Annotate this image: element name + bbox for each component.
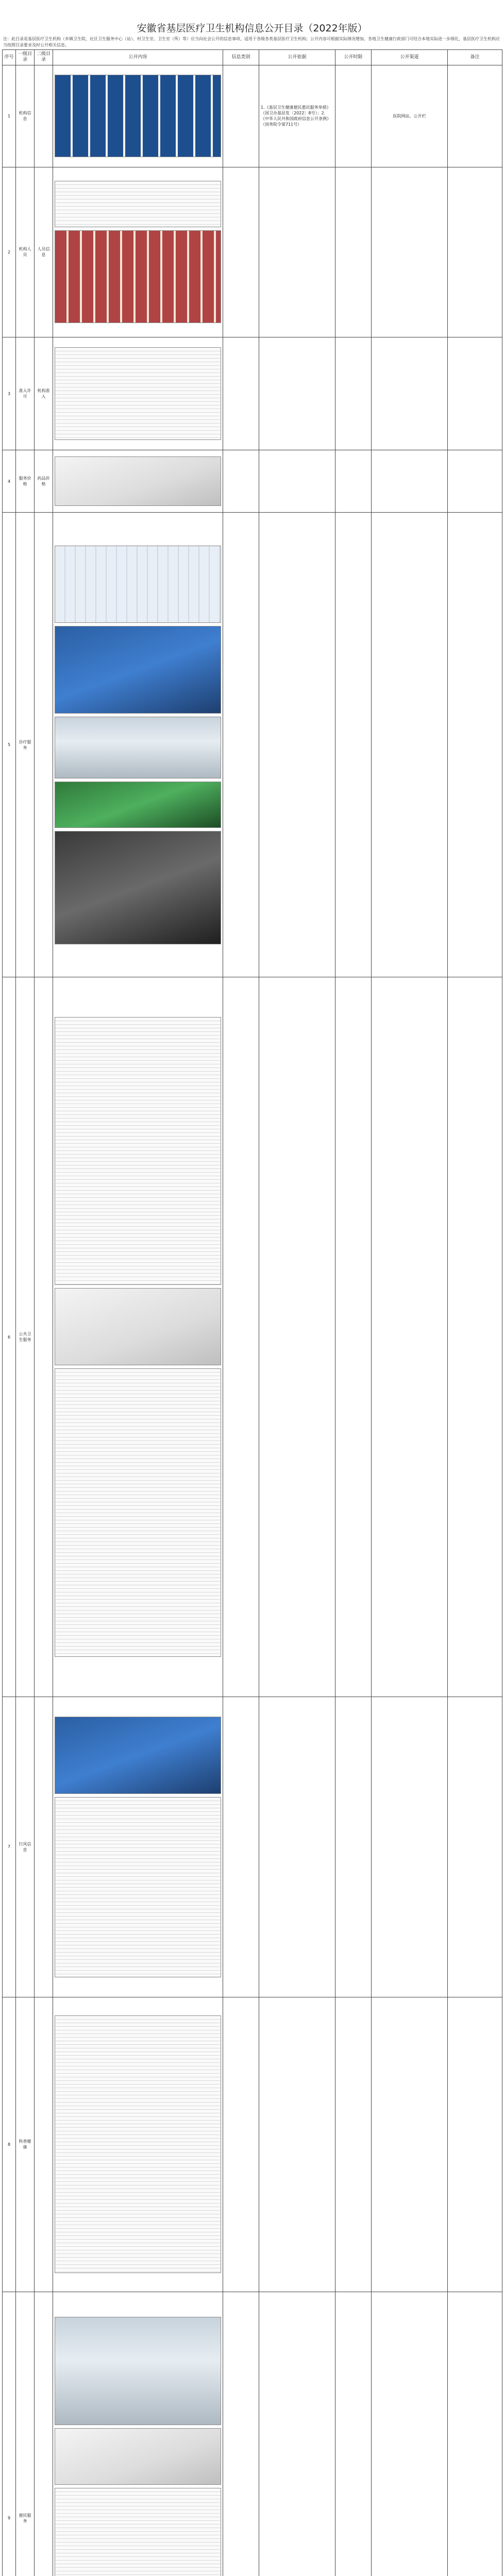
header-time: 公开时限 bbox=[335, 50, 372, 65]
header-row bbox=[3, 50, 502, 65]
row-number: 2 bbox=[3, 167, 16, 337]
level1-label: 机构人员 bbox=[16, 167, 35, 337]
content-cell bbox=[53, 1697, 223, 1997]
time-cell bbox=[335, 1697, 372, 1997]
content-photo bbox=[55, 1368, 221, 1657]
remark-cell bbox=[448, 450, 502, 513]
content-photo bbox=[55, 2317, 221, 2425]
basis-cell bbox=[259, 337, 335, 450]
level1-label: 便民服务 bbox=[16, 2292, 35, 2576]
basis-cell bbox=[259, 1997, 335, 2292]
header-l1: 一级目录 bbox=[16, 50, 35, 65]
content-cell bbox=[53, 65, 223, 167]
content-photo bbox=[55, 1717, 221, 1794]
header-channel: 公开渠道 bbox=[372, 50, 448, 65]
level2-label: 机构准入 bbox=[35, 337, 53, 450]
level1-label: 准入许可 bbox=[16, 337, 35, 450]
level1-label: 机构信息 bbox=[16, 65, 35, 167]
content-photo bbox=[55, 782, 221, 828]
channel-cell bbox=[372, 2292, 448, 2576]
level2-label bbox=[35, 513, 53, 977]
channel-cell bbox=[372, 977, 448, 1697]
content-photo bbox=[55, 2488, 221, 2576]
channel-cell: 医院网站、公开栏 bbox=[372, 65, 448, 167]
level2-label bbox=[35, 977, 53, 1697]
content-photo bbox=[55, 456, 221, 506]
time-cell bbox=[335, 450, 372, 513]
basis-cell bbox=[259, 513, 335, 977]
type-cell bbox=[223, 977, 259, 1697]
content-photo bbox=[55, 831, 221, 944]
content-photo bbox=[55, 230, 221, 323]
page-title: 安徽省基层医疗卫生机构信息公开目录（2022年版） bbox=[137, 23, 367, 34]
level1-label: 服务价格 bbox=[16, 450, 35, 513]
type-cell bbox=[223, 2292, 259, 2576]
table-row bbox=[3, 65, 502, 167]
type-cell bbox=[223, 167, 259, 337]
remark-cell bbox=[448, 65, 502, 167]
level2-label bbox=[35, 65, 53, 167]
type-cell bbox=[223, 337, 259, 450]
row-number: 4 bbox=[3, 450, 16, 513]
type-cell bbox=[223, 450, 259, 513]
basis-cell: 1.《基层卫生健康便民惠民服务举措》（国卫办基层发〔2022〕8号）；2.《中华人民共和国政府信息公开条例》（国务院令第711号） bbox=[259, 65, 335, 167]
remark-cell bbox=[448, 977, 502, 1697]
time-cell bbox=[335, 977, 372, 1697]
content-photo bbox=[55, 75, 221, 157]
header-no: 序号 bbox=[3, 50, 16, 65]
table-row bbox=[3, 450, 502, 513]
content-photo bbox=[55, 626, 221, 714]
content-cell bbox=[53, 337, 223, 450]
type-cell bbox=[223, 65, 259, 167]
remark-cell bbox=[448, 2292, 502, 2576]
basis-cell bbox=[259, 1697, 335, 1997]
remark-cell bbox=[448, 337, 502, 450]
level1-label: 行风信息 bbox=[16, 1697, 35, 1997]
header-type: 信息类别 bbox=[223, 50, 259, 65]
row-number: 3 bbox=[3, 337, 16, 450]
header-remark: 备注 bbox=[448, 50, 502, 65]
remark-cell bbox=[448, 1697, 502, 1997]
table-row bbox=[3, 1697, 502, 1997]
header-l2: 二级目录 bbox=[35, 50, 53, 65]
disclosure-table bbox=[2, 49, 502, 2576]
content-photo bbox=[55, 1017, 221, 1285]
row-number: 8 bbox=[3, 1997, 16, 2292]
table-row bbox=[3, 337, 502, 450]
time-cell bbox=[335, 167, 372, 337]
content-cell bbox=[53, 513, 223, 977]
level1-label: 科普健康 bbox=[16, 1997, 35, 2292]
basis-cell bbox=[259, 2292, 335, 2576]
table-row bbox=[3, 167, 502, 337]
basis-cell bbox=[259, 167, 335, 337]
content-photo bbox=[55, 2015, 221, 2273]
table-row bbox=[3, 977, 502, 1697]
content-photo bbox=[55, 1797, 221, 1977]
time-cell bbox=[335, 2292, 372, 2576]
time-cell bbox=[335, 65, 372, 167]
level2-label bbox=[35, 2292, 53, 2576]
level1-label: 公共卫生服务 bbox=[16, 977, 35, 1697]
type-cell bbox=[223, 1997, 259, 2292]
basis-cell bbox=[259, 977, 335, 1697]
header-basis: 公开依据 bbox=[259, 50, 335, 65]
time-cell bbox=[335, 1997, 372, 2292]
remark-cell bbox=[448, 1997, 502, 2292]
row-number: 5 bbox=[3, 513, 16, 977]
row-number: 9 bbox=[3, 2292, 16, 2576]
channel-cell bbox=[372, 337, 448, 450]
level2-label: 人员信息 bbox=[35, 167, 53, 337]
content-cell bbox=[53, 1997, 223, 2292]
content-cell bbox=[53, 167, 223, 337]
row-number: 1 bbox=[3, 65, 16, 167]
channel-cell bbox=[372, 167, 448, 337]
header-content: 公开内容 bbox=[53, 50, 223, 65]
level2-label bbox=[35, 1997, 53, 2292]
remark-cell bbox=[448, 513, 502, 977]
content-cell bbox=[53, 2292, 223, 2576]
time-cell bbox=[335, 337, 372, 450]
channel-cell bbox=[372, 1697, 448, 1997]
basis-cell bbox=[259, 450, 335, 513]
row-number: 6 bbox=[3, 977, 16, 1697]
table-row bbox=[3, 513, 502, 977]
content-cell bbox=[53, 977, 223, 1697]
content-photo bbox=[55, 2428, 221, 2485]
level2-label: 药品价格 bbox=[35, 450, 53, 513]
note-text: 注：此目录是基层医疗卫生机构（乡镇卫生院、社区卫生服务中心（站）、村卫生室、卫生室（所）等）应当向社会公开的信息事项，适用于各级各类基层医疗卫生机构；公开内容可根据实际情况增加，各地卫生健康行政部门可结合本地实际进一步细化，基层医疗卫生机构应当按照目录要求及时公开相关信息。 bbox=[3, 37, 500, 47]
content-photo bbox=[55, 717, 221, 778]
content-photo bbox=[55, 181, 221, 227]
table-row bbox=[3, 1997, 502, 2292]
channel-cell bbox=[372, 1997, 448, 2292]
content-cell bbox=[53, 450, 223, 513]
content-photo bbox=[55, 1288, 221, 1365]
table-row bbox=[3, 2292, 502, 2576]
channel-cell bbox=[372, 513, 448, 977]
level2-label bbox=[35, 1697, 53, 1997]
type-cell bbox=[223, 1697, 259, 1997]
level1-label: 诊疗服务 bbox=[16, 513, 35, 977]
type-cell bbox=[223, 513, 259, 977]
remark-cell bbox=[448, 167, 502, 337]
row-number: 7 bbox=[3, 1697, 16, 1997]
content-photo bbox=[55, 546, 221, 623]
content-photo bbox=[55, 347, 221, 440]
channel-cell bbox=[372, 450, 448, 513]
time-cell bbox=[335, 513, 372, 977]
